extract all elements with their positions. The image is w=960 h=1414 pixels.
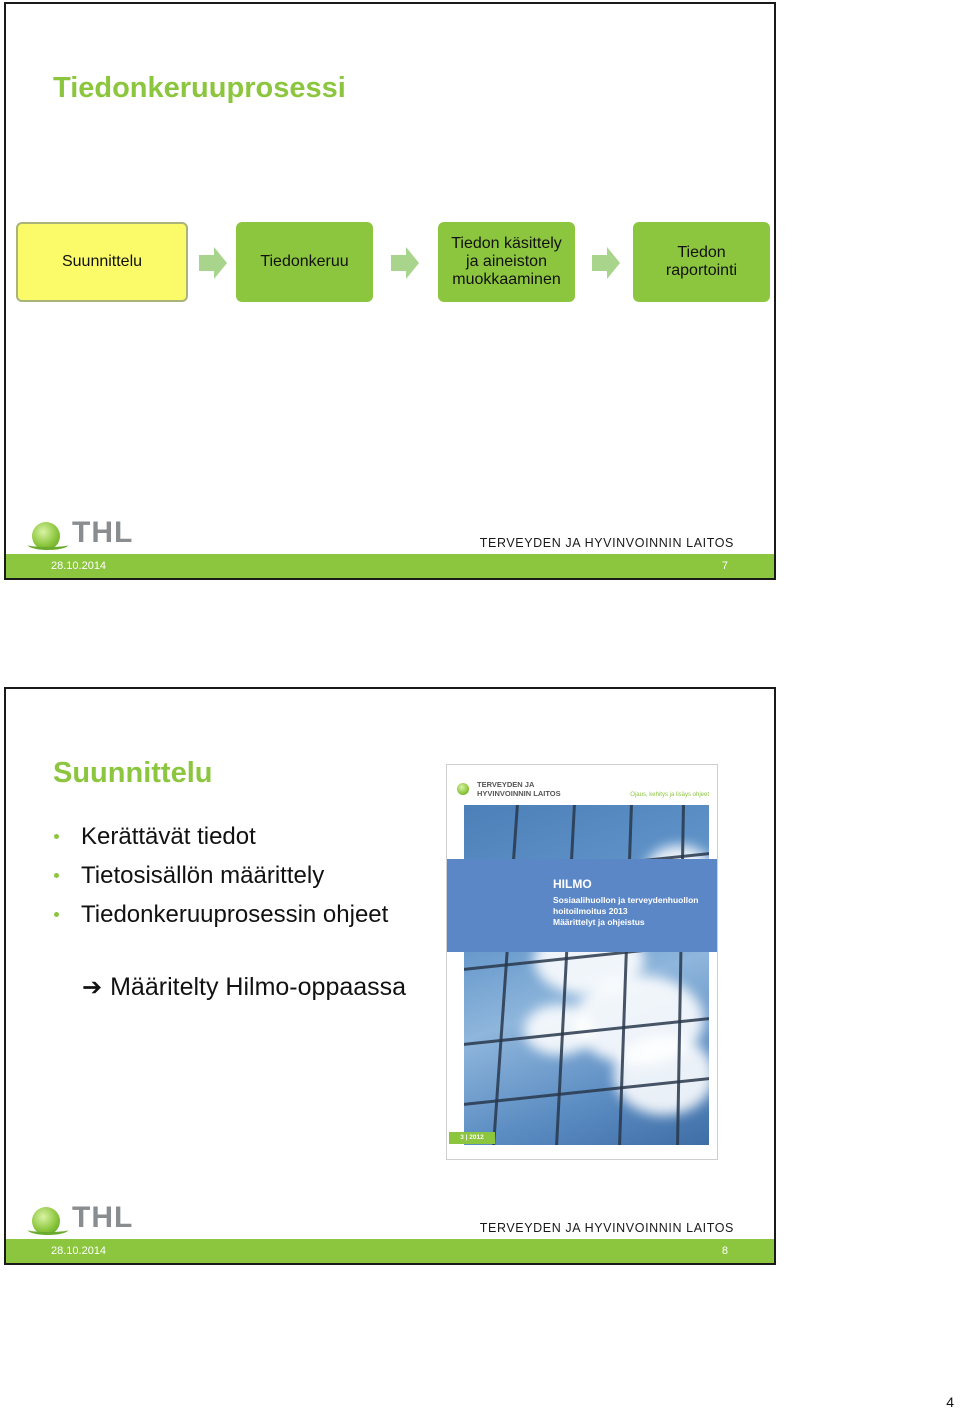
cover-org-name: TERVEYDEN JA HYVINVOINNIN LAITOS: [477, 780, 561, 798]
thl-logo-text: THL: [72, 516, 134, 549]
cover-title-band: [447, 859, 717, 952]
process-step-collection: [236, 222, 373, 302]
flow-arrow-icon: [592, 247, 620, 279]
process-step-label: Tiedon raportointi: [665, 244, 738, 279]
right-arrow-icon: ➔: [82, 974, 103, 1001]
slide-7: [4, 2, 776, 580]
thl-logo: [28, 1199, 140, 1239]
cover-photo-building-reflection: [464, 805, 709, 1145]
thl-logo-text: THL: [72, 1201, 134, 1234]
cover-header: [451, 777, 715, 807]
slide-date: 28.10.2014: [51, 1245, 107, 1257]
process-step-planning: [16, 222, 188, 302]
slide-date: 28.10.2014: [51, 560, 107, 572]
bullet-item: Tietosisällön määrittely: [50, 856, 388, 895]
hilmo-guide-cover: [446, 764, 718, 1160]
process-step-label: Suunnittelu: [61, 253, 143, 270]
page-number: 4: [946, 1394, 954, 1410]
process-step-processing: [438, 222, 575, 302]
flow-arrow-icon: [199, 247, 227, 279]
conclusion-text: Määritelty Hilmo-oppaassa: [110, 973, 407, 1001]
cover-issue-badge: 3 | 2012: [449, 1132, 495, 1144]
slide-number: 7: [721, 560, 728, 572]
cover-tagline: Ojaus, kehitys ja lisäys ohjeet: [630, 792, 709, 798]
process-step-reporting: [633, 222, 770, 302]
bullet-item: Tiedonkeruuprosessin ohjeet: [50, 895, 388, 934]
process-step-label: Tiedon käsittely ja aineiston muokkaaminen: [451, 235, 562, 288]
slide-title: Tiedonkeruuprosessi: [53, 72, 346, 104]
bullet-list: [50, 817, 388, 934]
bullet-item: Kerättävät tiedot: [50, 817, 388, 856]
slide-title: Suunnittelu: [53, 757, 213, 789]
institute-name: TERVEYDEN JA HYVINVOINNIN LAITOS: [479, 1221, 734, 1235]
slide-number: 8: [721, 1245, 728, 1257]
slide-footer: [6, 554, 774, 578]
thl-logo: [28, 514, 140, 554]
cover-subtitle: Sosiaalihuollon ja terveydenhuollon hoitoilmoitus 2013 Määrittelyt ja ohjeistus: [553, 895, 699, 927]
slide-8: [4, 687, 776, 1265]
thl-globe-icon: [457, 783, 469, 795]
process-step-label: Tiedonkeruu: [260, 253, 349, 270]
cover-title: HILMO: [553, 877, 592, 891]
slide-footer: [6, 1239, 774, 1263]
conclusion-line: [82, 973, 406, 1002]
flow-arrow-icon: [391, 247, 419, 279]
institute-name: TERVEYDEN JA HYVINVOINNIN LAITOS: [479, 536, 734, 550]
